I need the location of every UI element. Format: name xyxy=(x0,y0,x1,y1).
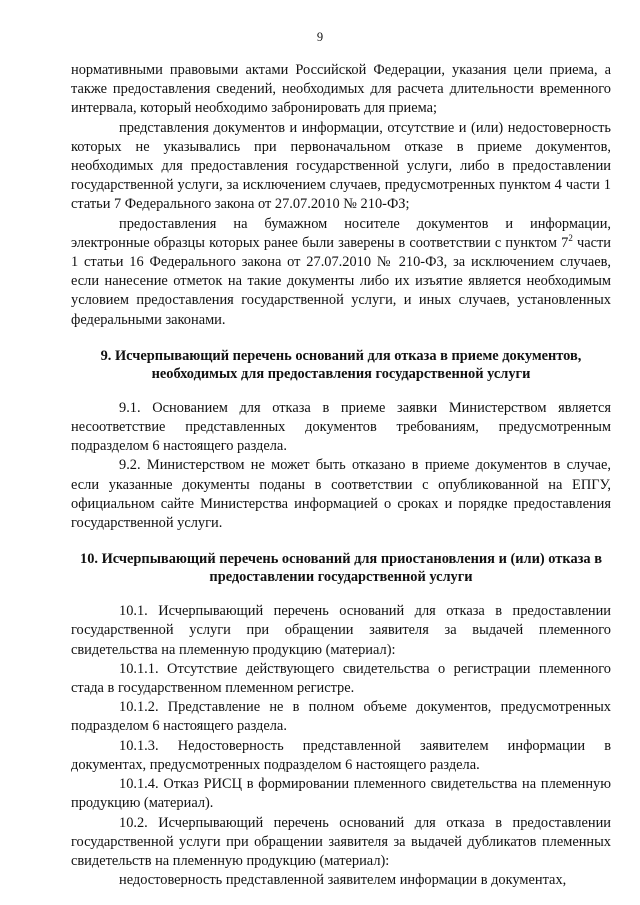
paragraph: 10.1.3. Недостоверность представленной заявителем информации в документах, предусмотренных подразделом 6 настоящего раздела. xyxy=(71,737,611,773)
paragraph-text-after: части 1 статьи 16 Федерального закона от 27.07.2010 № 210-ФЗ, за исключением случаев, если нанесение отметок на такие документы либо их изъятие является необходимым условием предоставления государственной услуги, и иных случаев, установленных федеральными законами. xyxy=(71,234,611,328)
paragraph-text-before: предоставления на бумажном носителе документов и информации, электронные образцы которых ранее были заверены в соответствии с пунктом 7 xyxy=(71,215,611,251)
section-10-heading: 10. Исчерпывающий перечень оснований для приостановления и (или) отказа в предоставлении государственной услуги xyxy=(80,551,602,586)
paragraph: 10.1.4. Отказ РИСЦ в формировании племенного свидетельства на племенную продукцию (материал). xyxy=(71,776,611,812)
paragraph-with-superscript xyxy=(71,215,611,330)
section-9-heading: 9. Исчерпывающий перечень оснований для отказа в приеме документов, необходимых для предоставления государственной услуги xyxy=(100,347,582,382)
page-content xyxy=(71,61,611,890)
superscript: 2 xyxy=(568,233,573,244)
paragraph: 10.2. Исчерпывающий перечень оснований для отказа в предоставлении государственной услуги при обращении заявителя за выдачей дубликатов племенных свидетельств на племенную продукцию (материал): xyxy=(71,814,611,869)
paragraph: 10.1.1. Отсутствие действующего свидетельства о регистрации племенного стада в государственном племенном регистре. xyxy=(71,660,611,697)
paragraph: 9.1. Основанием для отказа в приеме заявки Министерством является несоответствие представленных документов требованиям, предусмотренным подразделом 6 настоящего раздела. xyxy=(71,399,611,455)
page-number: 9 xyxy=(316,30,324,44)
paragraph: нормативными правовыми актами Российской Федерации, указания цели приема, а также предоставления сведений, необходимых для расчета длительности временного интервала, который необходимо забронировать для приема; xyxy=(71,62,611,117)
paragraph: представления документов и информации, отсутствие и (или) недостоверность которых не указывались при первоначальном отказе в приеме документов, необходимых для предоставления государственной услуги, либо в предоставлении государственной услуги, за исключением случаев, предусмотренных пунктом 4 части 1 статьи 7 Федерального закона от 27.07.2010 № 210-ФЗ; xyxy=(71,119,611,213)
paragraph: 10.1. Исчерпывающий перечень оснований для отказа в предоставлении государственной услуги при обращении заявителя за выдачей племенного свидетельства на племенную продукцию (материал): xyxy=(71,603,611,658)
paragraph: 10.1.2. Представление не в полном объеме документов, предусмотренных подразделом 6 настоящего раздела. xyxy=(71,699,611,735)
paragraph: недостоверность представленной заявителем информации в документах, xyxy=(119,872,567,889)
paragraph: 9.2. Министерством не может быть отказано в приеме документов в случае, если указанные документы поданы в соответствии с опубликованной на ЕПГУ, официальном сайте Министерства информацией о сроках и порядке предоставления государственной услуги. xyxy=(71,457,611,532)
